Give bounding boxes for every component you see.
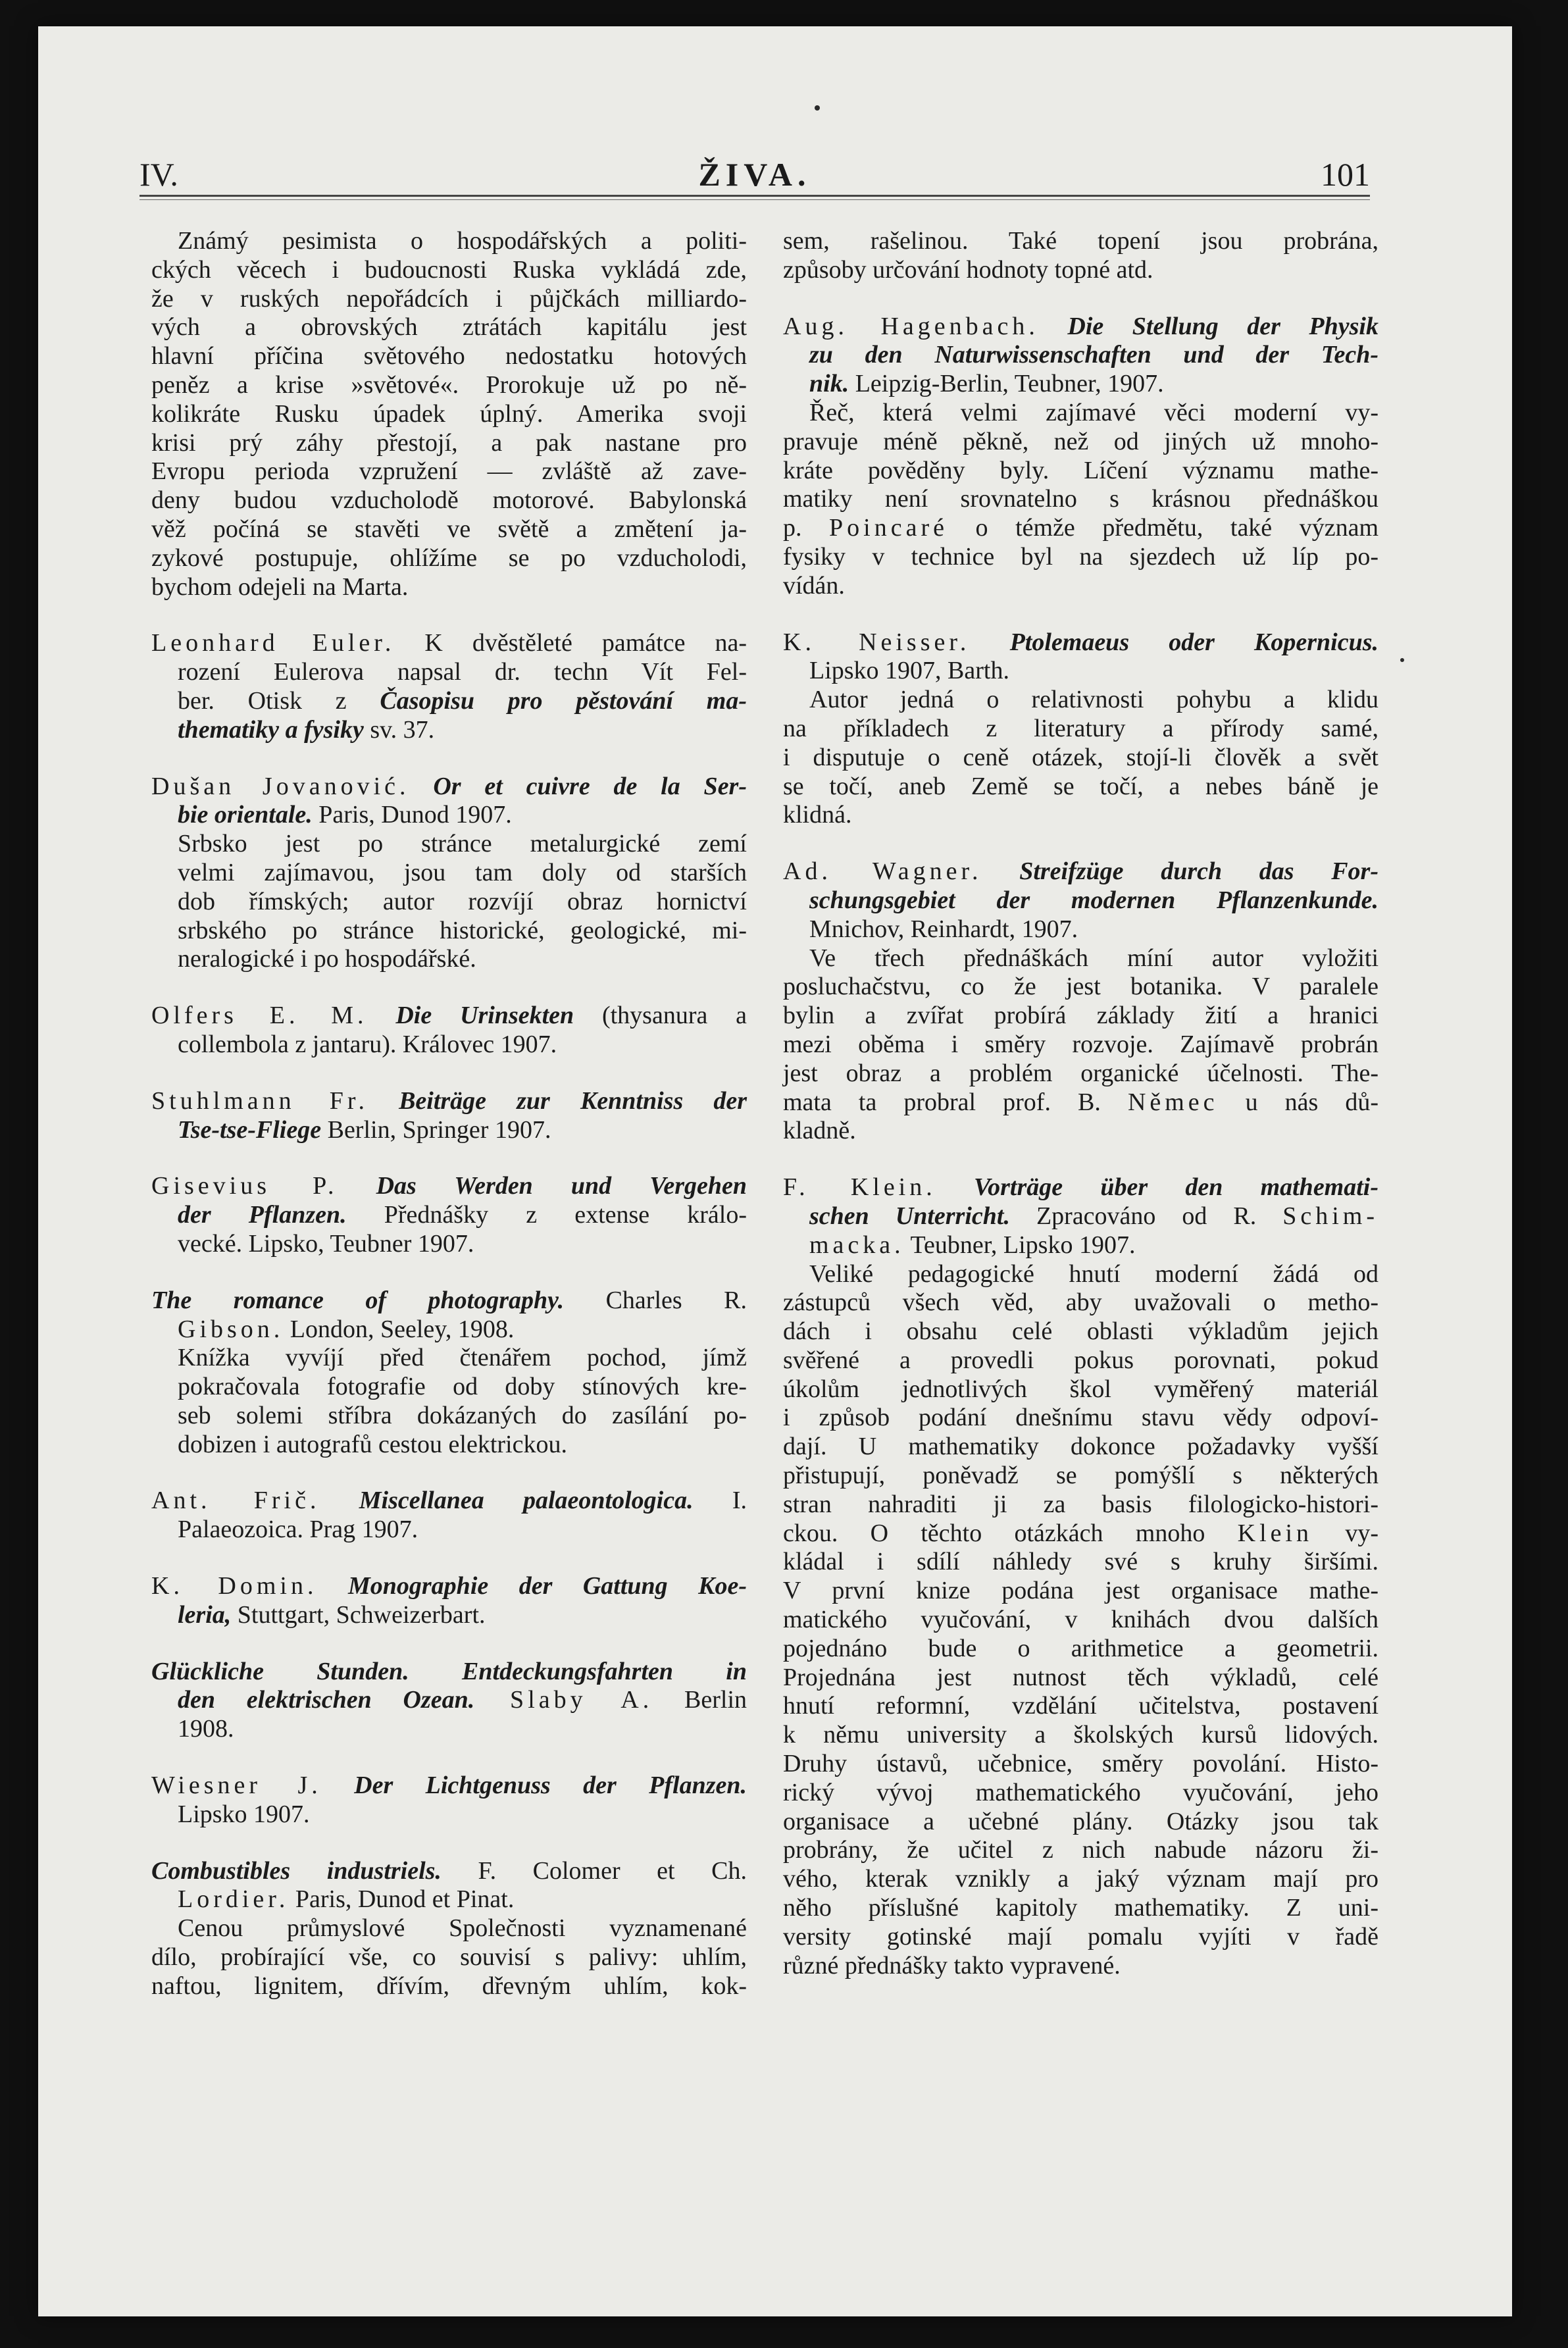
entry-title: Vorträge über den mathemati- <box>973 1173 1379 1202</box>
entry-author: Dušan Jovanović. <box>151 772 410 800</box>
entry-wiesner <box>151 1772 747 1829</box>
entry-author: Ad. Wagner. <box>783 857 982 886</box>
ink-speck <box>1400 658 1404 662</box>
entry-author: Stuhlmann Fr. <box>151 1086 368 1115</box>
entry-line <box>783 857 1378 886</box>
entry-domin <box>151 1572 747 1630</box>
text-line: i způsob podání dnešnímu stavu vědy odpoví- <box>783 1404 1378 1432</box>
person-name: Klein <box>1237 1519 1313 1547</box>
text-line: mezi oběma i směry rozvoje. Zajímavě probrán <box>783 1030 1378 1058</box>
text-line: deny budou vzducholodě motorové. Babylonská <box>151 486 747 515</box>
text-line: pojednáno bude o arithmetice a geometrii. <box>783 1634 1378 1662</box>
text-line: hnutí reformní, vzdělání učitelstva, postavení <box>783 1692 1378 1720</box>
entry-title: Beiträge zur Kenntniss der <box>399 1086 747 1115</box>
entry-fric <box>151 1487 747 1544</box>
person-name: Poincaré <box>829 514 948 542</box>
text-line: kráte pověděny byly. Líčení významu mathe- <box>783 456 1378 484</box>
entry-line: Olfers E. M. Die Urinsekten (thysanura a <box>151 1002 747 1030</box>
entry-author: K. Domin. <box>151 1572 318 1600</box>
text-line: seb solemi stříbra dokázaných do zasílání po- <box>178 1401 747 1429</box>
text-line: úkolům jednotlivých škol vyměřený materiál <box>783 1375 1378 1403</box>
text-line: k němu university a školských kursů lidových. <box>783 1721 1378 1749</box>
entry-title: Combustibles industriels. <box>151 1856 442 1885</box>
entry-line: Lordier. Paris, Dunod et Pinat. <box>178 1885 515 1914</box>
text-line: dob římských; autor rozvíjí obraz hornictví <box>178 887 747 915</box>
text-line: způsoby určování hodnoty topné atd. <box>783 255 1153 284</box>
text-line: mata ta probral prof. B. Němec u nás dů- <box>783 1088 1379 1116</box>
text-line: klidná. <box>783 801 852 829</box>
person-name: Němec <box>1127 1088 1219 1116</box>
entry-line <box>783 886 1378 915</box>
entry-author: Aug. Hagenbach. <box>783 312 1039 340</box>
text-line: různé přednášky takto vypravené. <box>783 1951 1121 1979</box>
entry-line: bie orientale. Paris, Dunod 1907. <box>178 801 512 829</box>
entry-line <box>783 313 1378 342</box>
text-line: kladně. <box>783 1117 856 1145</box>
text-line: V první knize podána jest organisace mathe- <box>783 1577 1378 1605</box>
entry-title: bie orientale. <box>178 801 313 829</box>
entry-line <box>783 628 1378 657</box>
entry-euler <box>151 629 747 744</box>
text-line: Cenou průmyslové Společnosti vyznamenané <box>178 1914 747 1943</box>
entry-line <box>151 1172 747 1201</box>
person-name: Schim- <box>1282 1202 1378 1230</box>
entry-line <box>151 1658 747 1687</box>
text-line: Autor jedná o relativnosti pohybu a klidu <box>809 686 1378 714</box>
entry-line: vecké. Lipsko, Teubner 1907. <box>178 1229 474 1258</box>
text-line: něho příslušné kapitoly mathematiky. Z uni- <box>783 1894 1378 1922</box>
entry-line: 1908. <box>178 1715 234 1743</box>
entry-line: ber. Otisk z Časopisu pro pěstování ma- <box>178 686 747 715</box>
volume-number: IV. <box>139 156 178 193</box>
entry-title: The romance of photography. <box>151 1286 565 1314</box>
text-line: probrány, že učitel z nich nabude názoru ži- <box>783 1836 1378 1864</box>
entry-author: Gibson. <box>178 1315 284 1343</box>
entry-wagner <box>783 857 1378 1146</box>
text-line: p. Poincaré o témže předmětu, také význam <box>783 514 1379 542</box>
entry-title: Das Werden und Vergehen <box>376 1172 747 1200</box>
entry-author: Wiesner J. <box>151 1772 322 1800</box>
text-line: svěřené a provedli pokus porovnati, pokud <box>783 1346 1378 1374</box>
text-line: kládal i sdílí náhledy své s kruhy širšími. <box>783 1548 1378 1576</box>
entry-line: schen Unterricht. Zpracováno od R. Schim- <box>809 1202 1378 1230</box>
entry-title: Ptolemaeus oder Kopernicus. <box>1009 628 1378 656</box>
entry-line: thematiky a fysiky sv. 37. <box>178 715 435 744</box>
entry-gisevius <box>151 1172 747 1258</box>
entry-author: Olfers E. M. <box>151 1002 368 1030</box>
text-line: dách i obsahu celé oblasti výkladům jejich <box>783 1317 1378 1346</box>
entry-line: der Pflanzen. Přednášky z extense králo- <box>178 1201 747 1229</box>
text-line: zástupců všech věd, aby uvažovali o metho- <box>783 1289 1378 1317</box>
text-line: hlavní příčina světového nedostatku hotových <box>151 342 747 370</box>
text-line: velmi zajímavou, jsou tam doly od starších <box>178 858 747 886</box>
entry-author: Lordier. <box>178 1885 290 1914</box>
entry-author: K. Neisser. <box>783 628 971 656</box>
text-line: rický vývoj mathematického vyučování, jeho <box>783 1778 1378 1806</box>
entry-title: Časopisu pro pěstování ma- <box>380 686 747 715</box>
text-line: Druhy ústavů, učebnice, směry povolání. Histo- <box>783 1750 1378 1778</box>
entry-hagenbach <box>783 313 1378 601</box>
entry-gluckliche <box>151 1658 747 1744</box>
text-line: matiky není srovnatelno s krásnou přednáškou <box>783 485 1378 513</box>
entry-line: den elektrischen Ozean. Slaby A. Berlin <box>178 1686 747 1714</box>
entry-line <box>151 1087 747 1116</box>
entry-line: Gibson. London, Seeley, 1908. <box>178 1315 515 1343</box>
text-line: i disputuje o ceně otázek, stojí-li člověk a svět <box>783 743 1378 771</box>
text-line: vých a obrovských ztrátách kapitálu jest <box>151 313 747 342</box>
text-line: jest obraz a problém organické účelnosti. The- <box>783 1059 1378 1087</box>
entry-title: nik. <box>809 370 849 398</box>
text-line: stran nahraditi ji za basis filologicko-histori- <box>783 1490 1378 1518</box>
text-line: posluchačstvu, co že jest botanika. V paralele <box>783 973 1378 1001</box>
text-line: pokračovala fotografie od doby stínových kre- <box>178 1373 747 1401</box>
text-line: dílo, probírající vše, co souvisí s palivy: uhlím, <box>151 1943 747 1972</box>
entry-line <box>783 1173 1378 1202</box>
text-line: dají. U mathematiky dokonce požadavky vyšší <box>783 1433 1378 1461</box>
text-line: Veliké pedagogické hnutí moderní žádá od <box>809 1260 1378 1288</box>
entry-combustibles <box>151 1857 747 2001</box>
entry-title: schen Unterricht. <box>809 1202 1010 1230</box>
text-line: kolikráte Rusku úpadek úplný. Amerika svoji <box>151 399 747 428</box>
text-line: věž počíná se stavěti ve světě a změtení ja- <box>151 515 747 543</box>
entry-title: Or et cuivre de la Ser- <box>433 772 747 800</box>
entry-title: der Pflanzen. <box>178 1201 347 1229</box>
text-line: krisi prý záhy přestojí, a pak nastane pro <box>151 428 747 457</box>
entry-line: Lipsko 1907. <box>178 1800 310 1828</box>
entry-stuhlmann <box>151 1087 747 1145</box>
text-line: pravuje méně pěkně, než od jiných už mnoho- <box>783 427 1378 455</box>
page-header <box>139 132 1370 197</box>
text-line: Knížka vyvíjí před čtenářem pochod, jímž <box>178 1344 747 1372</box>
entry-line: nik. Leipzig-Berlin, Teubner, 1907. <box>809 370 1164 398</box>
entry-neisser <box>783 628 1378 830</box>
text-line: přistupují, poněvadž se pomýšlí s některých <box>783 1462 1378 1490</box>
text-line: Evropu perioda vzpružení — zvláště až zave- <box>151 457 747 486</box>
header-rule <box>139 195 1370 200</box>
text-line: sem, rašelinou. Také topení jsou probrána, <box>783 227 1378 255</box>
text-line: na příkladech z literatury a přírody samé, <box>783 714 1378 742</box>
entry-line <box>783 341 1378 370</box>
text-line: ckou. O těchto otázkách mnoho Klein vy- <box>783 1519 1378 1547</box>
text-line: že v ruských nepořádcích i půjčkách milliardo- <box>151 284 747 313</box>
entry-line <box>151 1572 747 1601</box>
entry-title: den elektrischen Ozean. <box>178 1686 475 1714</box>
entry-olfers <box>151 1002 747 1059</box>
right-column <box>783 227 1378 2008</box>
entry-title: Streifzüge durch das For- <box>1019 857 1378 886</box>
entry-title: schungsgebiet der modernen Pflanzenkunde. <box>809 886 1378 914</box>
entry-line: The romance of photography. Charles R. <box>151 1286 747 1314</box>
entry-line: Leonhard Euler. K dvěstěleté památce na- <box>151 629 747 657</box>
paragraph-continuation <box>783 227 1378 285</box>
text-line: fysiky v technice byl na sjezdech už líp po- <box>783 542 1378 571</box>
entry-line: Lipsko 1907, Barth. <box>809 657 1009 685</box>
text-line: vídán. <box>783 571 845 600</box>
entry-title: Miscellanea palaeontologica. <box>359 1487 694 1515</box>
entry-line: collembola z jantaru). Královec 1907. <box>178 1030 557 1058</box>
entry-jovanovic <box>151 773 747 975</box>
entry-author: Ant. Frič. <box>151 1487 320 1515</box>
entry-author: Slaby A. <box>474 1686 653 1714</box>
text-line: bylin a zvířat probírá základy žití a hranici <box>783 1002 1378 1030</box>
entry-title: Die Stellung der Physik <box>1067 312 1378 340</box>
entry-title: Monographie der Gattung Koe- <box>347 1572 747 1600</box>
entry-romance <box>151 1287 747 1460</box>
text-line: naftou, lignitem, dřívím, dřevným uhlím, kok- <box>151 1972 747 2000</box>
entry-line: Ant. Frič. Miscellanea palaeontologica. I. <box>151 1487 747 1515</box>
text-line: Známý pesimista o hospodářských a politi- <box>178 227 747 255</box>
entry-line <box>151 1772 747 1800</box>
entry-line <box>151 773 747 802</box>
entry-title: Glückliche Stunden. Entdeckungsfahrten in <box>151 1657 747 1685</box>
entry-line: rození Eulerova napsal dr. techn Vít Fel- <box>178 658 747 686</box>
entry-author: Leonhard Euler. <box>151 629 395 657</box>
text-line: neralogické i po hospodářské. <box>178 945 476 973</box>
text-line: versity gotinské mají pomalu vyjíti v řadě <box>783 1922 1378 1951</box>
text-line: dobizen i autografů cestou elektrickou. <box>178 1430 567 1458</box>
page-number: 101 <box>1321 156 1370 193</box>
person-name: macka. <box>809 1231 905 1259</box>
entry-title: leria, <box>178 1600 232 1629</box>
text-line: ckých věcech i budoucnosti Ruska vykládá zde, <box>151 255 747 284</box>
text-line: vého, kterak vznikly a jaký význam mají pro <box>783 1865 1378 1893</box>
entry-title: zu den Naturwissenschaften und der Tech- <box>809 341 1378 369</box>
text-line: matického vyučování, v knihách dvou dalších <box>783 1606 1378 1634</box>
text-line: zykové postupuje, ohlížíme se po vzducholodi, <box>151 544 747 572</box>
entry-title: Die Urinsekten <box>395 1002 574 1030</box>
text-line: srbského po stránce historické, geologické, mi- <box>178 916 747 944</box>
entry-line: Tse-tse-Fliege Berlin, Springer 1907. <box>178 1115 551 1144</box>
text-line: bychom odejeli na Marta. <box>151 573 409 601</box>
entry-klein <box>783 1173 1378 1980</box>
entry-line: Combustibles industriels. F. Colomer et Ch. <box>151 1856 747 1885</box>
text-line: Ve třech přednáškách míní autor vyložiti <box>809 944 1378 972</box>
text-line: Srbsko jest po stránce metalurgické zemí <box>178 830 747 858</box>
entry-title: Der Lichtgenuss der Pflanzen. <box>354 1772 747 1800</box>
entry-line: macka. Teubner, Lipsko 1907. <box>809 1231 1136 1259</box>
text-line: Řeč, která velmi zajímavé věci moderní vy- <box>809 398 1378 426</box>
paragraph-ruska <box>151 227 747 601</box>
text-line: se točí, aneb Země se točí, a nebes báně je <box>783 772 1378 800</box>
left-column <box>151 227 747 2029</box>
text-line: organisace a učebné plány. Otázky jsou tak <box>783 1807 1378 1835</box>
entry-author: F. Klein. <box>783 1173 936 1202</box>
entry-title: Tse-tse-Fliege <box>178 1115 322 1144</box>
text-line: Projednána jest nutnost těch výkladů, celé <box>783 1663 1378 1691</box>
entry-line: Mnichov, Reinhardt, 1907. <box>809 915 1078 943</box>
ink-speck <box>815 105 820 111</box>
entry-line: Palaeozoica. Prag 1907. <box>178 1516 418 1544</box>
journal-title: ŽIVA. <box>698 156 811 193</box>
entry-author: Gisevius P. <box>151 1172 338 1200</box>
entry-line: leria, Stuttgart, Schweizerbart. <box>178 1600 486 1629</box>
entry-title: thematiky a fysiky <box>178 715 364 744</box>
text-line: peněz a krise »světové«. Prorokuje už po ně- <box>151 370 747 399</box>
